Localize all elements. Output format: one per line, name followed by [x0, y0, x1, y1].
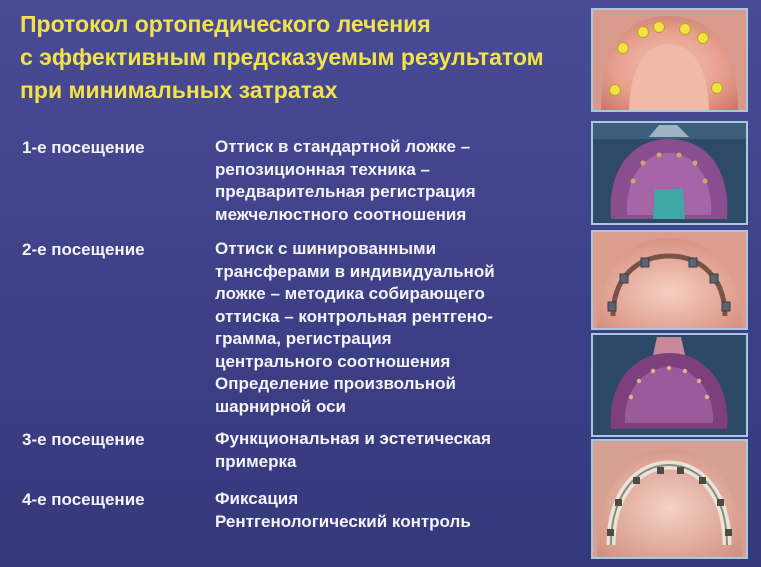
photo-custom-tray-impression: [591, 333, 748, 437]
visit-label: 3-е посещение: [22, 430, 145, 449]
photo-upper-jaw-healing-caps: [591, 8, 748, 112]
visit-label: 1-е посещение: [22, 138, 145, 157]
visit-description-line: Определение произвольной: [215, 374, 456, 393]
visit-description-line: ложке – методика собирающего: [215, 284, 485, 303]
visit-description-line: трансферами в индивидуальной: [215, 261, 495, 281]
visit-description-line: Фиксация: [215, 489, 299, 508]
visit-label: 4-е посещение: [22, 490, 145, 509]
title-line: Протокол ортопедического лечения: [20, 11, 431, 37]
photo-final-bar-prosthesis: [591, 439, 748, 559]
title-line: с эффективным предсказуемым результатом: [20, 44, 544, 70]
visit-description: [215, 136, 476, 226]
visit-description-line: центрального соотношения: [215, 351, 451, 371]
visit-description-line: оттиска – контрольная рентгено-: [215, 306, 493, 326]
visit-description-line: межчелюстного соотношения: [215, 204, 467, 224]
visit-description-line: предварительная регистрация: [215, 182, 476, 201]
visit-description-line: Функциональная и эстетическая: [215, 429, 491, 448]
visit-description-line: грамма, регистрация: [215, 329, 392, 348]
visit-description-line: Оттиск в стандартной ложке –: [215, 137, 471, 156]
visit-label: 2-е посещение: [22, 240, 145, 259]
visit-description-line: Рентгенологический контроль: [215, 511, 471, 531]
visit-description: [215, 488, 471, 533]
visit-description-line: Оттиск с шинированными: [215, 239, 437, 258]
photo-splinted-transfers: [591, 230, 748, 330]
slide-title: [20, 8, 580, 107]
visit-description-line: примерка: [215, 451, 297, 471]
title-line: при минимальных затратах: [20, 77, 338, 103]
visit-description: [215, 428, 491, 473]
visit-description: [215, 238, 495, 418]
visit-description-line: репозиционная техника –: [215, 159, 430, 179]
visit-description-line: шарнирной оси: [215, 396, 347, 416]
photo-impression-tray-standard: [591, 121, 748, 225]
